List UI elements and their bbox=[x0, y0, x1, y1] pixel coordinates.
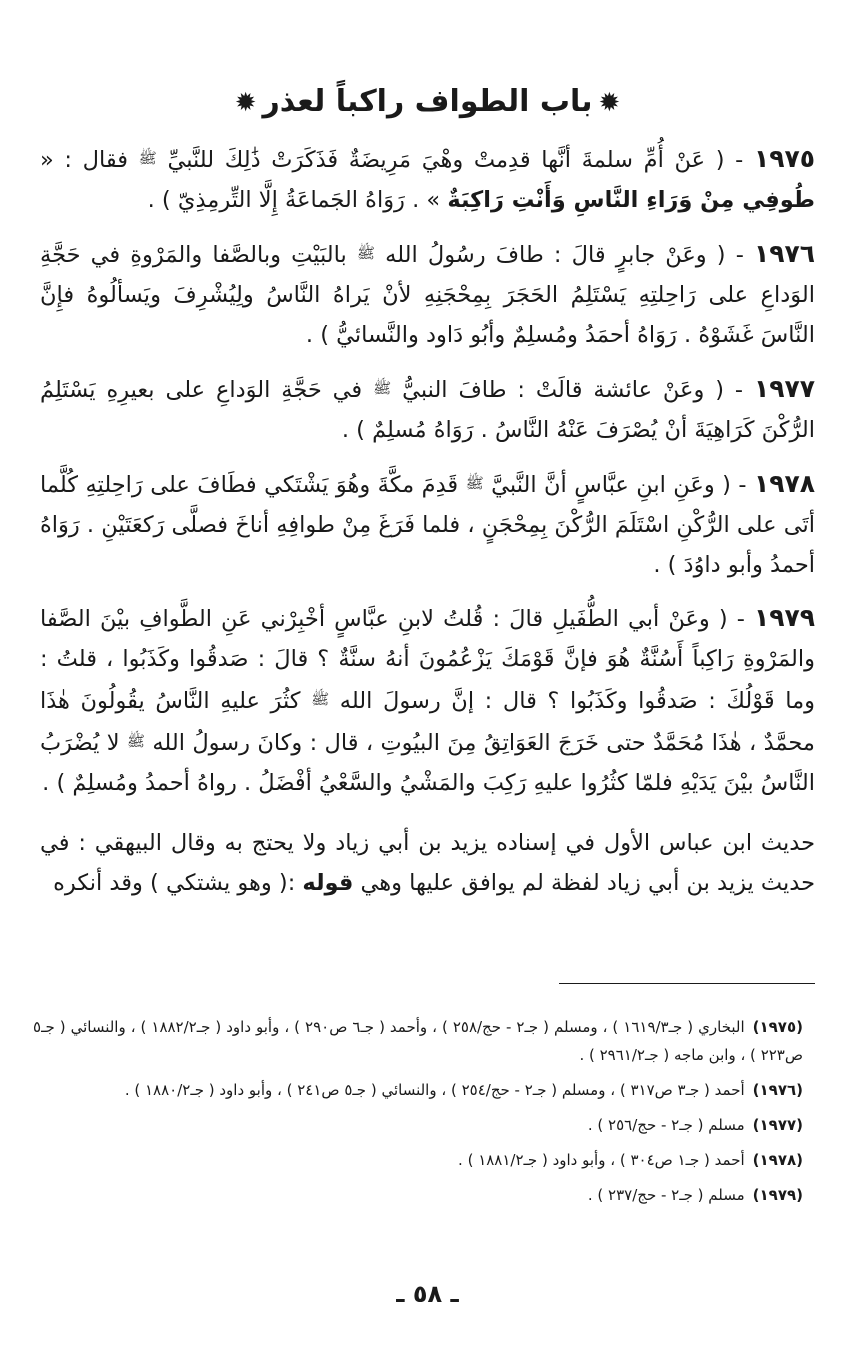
hadith-1977: ١٩٧٧ - ( وعَنْ عائشة قالَتْ : طافَ النبيُّ ﷺ في حَجَّةِ الوَداعِ على بعيرِهِ يَسْتَلِمُ الرُّكْنَ كَرَاهِيَةَ أنْ يُصْرَفَ عَنْهُ النَّاسُ . رَوَاهُ مُسلِمٌ ) . bbox=[40, 374, 815, 443]
hadith-text: ( وعَنِ ابنِ عبَّاسٍ أنَّ النَّبيَّ bbox=[491, 472, 731, 498]
hadith-1979: ١٩٧٩ - ( وعَنْ أبي الطُّفَيلِ قالَ : قُلتُ لابنِ عبَّاسٍ أخْبِرْني عَنِ الطَّوافِ بيْنَ الصَّفا والمَرْوةِ رَاكِباً أَسُنَّةٌ هُوَ فإنَّ قَوْمَكَ يَزْعُمُونَ أنهُ سنَّةٌ ؟ قالَ : صَدقُوا وكَذَبُوا ، قلتُ : وما قَوْلُكَ : صَدقُوا وكَذَبُوا ؟ قال : إنَّ رسولَ الله ﷺ كثُرَ عليهِ النَّاسُ يقُولُونَ هٰذَا محمَّدٌ ، هٰذَا مُحَمَّدٌ حتى خَرَجَ العَوَاتِقُ مِنَ البيُوتِ ، قال : وكانَ رسولُ الله ﷺ لا يُضْرَبُ النَّاسُ بيْنَ يَدَيْهِ فلمّا كثُرُوا عليهِ رَكِبَ والمَشْيُ والسَّعْيُ أفْضَلُ . رواهُ أحمدُ ومُسلِمٌ ) . bbox=[40, 603, 815, 796]
page-number: ـ ٥٨ ـ bbox=[396, 1280, 459, 1308]
footnote bbox=[33, 1146, 803, 1174]
hadith-text: ( وعَنْ جابرٍ قالَ : طافَ رسُولُ الله bbox=[385, 242, 726, 268]
salawat-icon: ﷺ bbox=[138, 149, 157, 167]
salawat-icon: ﷺ bbox=[311, 690, 330, 708]
footnote bbox=[33, 1181, 803, 1209]
footnote bbox=[33, 1076, 803, 1104]
footnote-number: (١٩٧٧) bbox=[752, 1116, 803, 1134]
footnote-text: مسلم ( جـ٢ - حج/٢٥٦ ) . bbox=[587, 1116, 745, 1134]
footnote bbox=[33, 1013, 803, 1069]
commentary-paragraph: حديث ابن عباس الأول في إسناده يزيد بن أبي زياد ولا يحتج به وقال البيهقي : في حديث يزيد بن أبي زياد لفظة لم يوافق عليها وهي قوله :( وهو يشتكي ) وقد أنكره bbox=[40, 830, 815, 896]
footnote-text: مسلم ( جـ٢ - حج/٢٣٧ ) . bbox=[587, 1186, 745, 1204]
footnote-number: (١٩٧٩) bbox=[752, 1186, 803, 1204]
footnote-text: أحمد ( جـ١ ص٣٠٤ ) ، وأبو داود ( جـ١٨٨١/٢ ) . bbox=[458, 1151, 745, 1169]
salawat-icon: ﷺ bbox=[465, 474, 484, 492]
hadith-number: ١٩٧٧ bbox=[753, 374, 815, 403]
footnote-text: أحمد ( جـ٣ ص٣١٧ ) ، ومسلم ( جـ٢ - حج/٢٥٤ ) ، والنسائي ( جـ٥ ص٢٤١ ) ، وأبو داود ( جـ١٨٨٠/٢ ) . bbox=[124, 1081, 745, 1099]
star-ornament-icon: ✹ bbox=[598, 88, 621, 118]
salawat-icon: ﷺ bbox=[126, 732, 146, 750]
main-text bbox=[40, 138, 815, 916]
footnote-number: (١٩٧٨) bbox=[752, 1151, 803, 1169]
hadith-1975: ١٩٧٥ - ( عَنْ أُمِّ سلمةَ أنَّها قدِمتْ وهْيَ مَرِيضَةٌ فَذَكَرَتْ ذَٰلِكَ للنَّبيِّ ﷺ فقال : « طُوفِي مِنْ وَرَاءِ النَّاسِ وَأَنْتِ رَاكِبَةٌ » . رَوَاهُ الجَماعَةُ إِلَّا التِّرمِذِيّ ) . bbox=[40, 144, 815, 213]
star-ornament-icon: ✹ bbox=[234, 88, 257, 118]
salawat-icon: ﷺ bbox=[373, 379, 392, 397]
hadith-number: ١٩٧٥ bbox=[753, 144, 815, 173]
hadith-text: ( وعَنْ أبي الطُّفَيلِ قالَ : قُلتُ لابنِ عبَّاسٍ أخْبِرْني عَنِ الطَّوافِ بيْنَ الصَّفا والمَرْوةِ رَاكِباً أَسُنَّةٌ هُوَ فإنَّ قَوْمَكَ يَزْعُمُونَ أنهُ سنَّةٌ ؟ قالَ : صَدقُوا وكَذَبُوا ، قلتُ : وما قَوْلُكَ : صَدقُوا وكَذَبُوا ؟ قال : إنَّ رسولَ الله bbox=[40, 606, 815, 714]
footnote-number: (١٩٧٦) bbox=[752, 1081, 803, 1099]
hadith-text: ( عَنْ أُمِّ سلمةَ أنَّها قدِمتْ وهْيَ مَرِيضَةٌ فَذَكَرَتْ ذَٰلِكَ للنَّبيِّ bbox=[167, 147, 725, 173]
footnote-divider bbox=[559, 983, 815, 984]
hadith-1976: ١٩٧٦ - ( وعَنْ جابرٍ قالَ : طافَ رسُولُ الله ﷺ بالبَيْتِ وبالصَّفا والمَرْوةِ في حَجَّةِ الوَداعِ على رَاحِلتِهِ يَسْتَلِمُ الحَجَرَ بِمِحْجَنِهِ لأنْ يَراهُ النَّاسُ ولِيُشْرِفَ ويَسألُوهُ فإِنَّ النَّاسَ غَشَوْهُ . رَوَاهُ أحمَدُ ومُسلِمٌ وأبُو دَاود والنَّسائيُّ ) . bbox=[40, 239, 815, 348]
hadith-number: ١٩٧٨ bbox=[753, 469, 815, 498]
hadith-number: ١٩٧٩ bbox=[753, 603, 815, 632]
hadith-text: ( وعَنْ عائشة قالَتْ : طافَ النبيُّ bbox=[402, 377, 725, 403]
hadith-1978: ١٩٧٨ - ( وعَنِ ابنِ عبَّاسٍ أنَّ النَّبيَّ ﷺ قَدِمَ مكَّةَ وهُوَ يَشْتَكي فطَافَ على رَاحِلتِهِ كُلَّما أتَى على الرُّكْنِ اسْتَلَمَ الرُّكْنَ بِمِحْجَنٍ ، فلما فَرَغَ مِنْ طوافِهِ أناخَ فصلَّى رَكعَتَيْنِ . رَوَاهُ أحمدُ وأبو داوُدَ ) . bbox=[40, 469, 815, 578]
chapter-title-text: باب الطواف راكباً لعذر bbox=[262, 84, 593, 119]
footnotes bbox=[33, 1013, 803, 1216]
salawat-icon: ﷺ bbox=[356, 244, 376, 262]
footnote-number: (١٩٧٥) bbox=[752, 1018, 803, 1036]
hadith-quote: طُوفِي مِنْ وَرَاءِ النَّاسِ وَأَنْتِ رَاكِبَةٌ bbox=[447, 187, 815, 213]
footnote bbox=[33, 1111, 803, 1139]
hadith-number: ١٩٧٦ bbox=[753, 239, 815, 268]
chapter-title bbox=[0, 80, 855, 125]
footnote-text: البخاري ( جـ١٦١٩/٣ ) ، ومسلم ( جـ٢ - حج/٢٥٨ ) ، وأحمد ( جـ٦ ص٢٩٠ ) ، وأبو داود ( جـ١٨٨٢/٢ ) ، والنسائي ( جـ٥ ص٢٢٣ ) ، وابن ماجه ( جـ٢٩٦١/٢ ) . bbox=[33, 1018, 803, 1064]
